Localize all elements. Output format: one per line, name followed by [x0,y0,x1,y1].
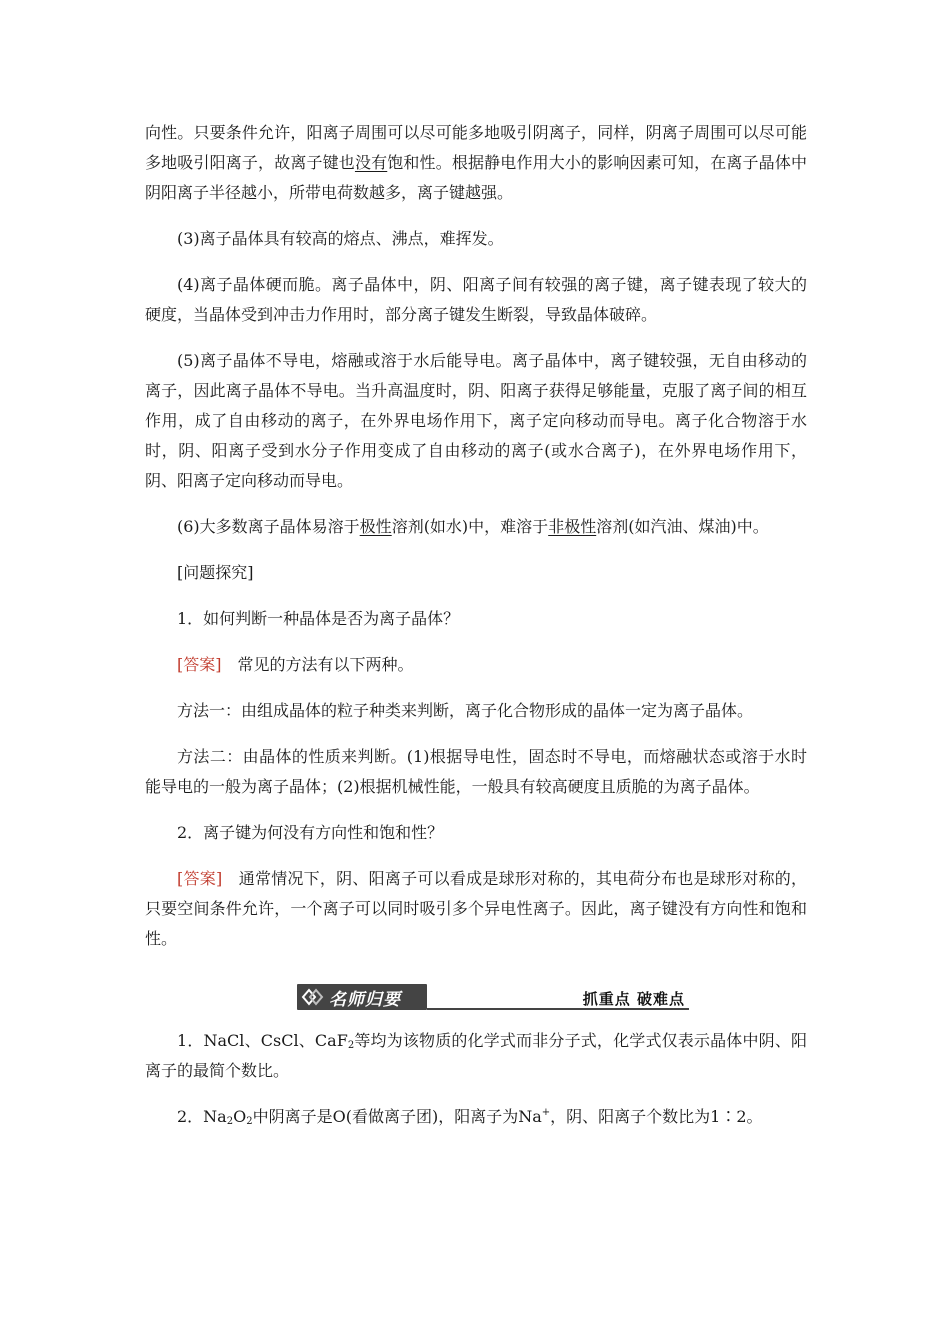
method-1: 方法一：由组成晶体的粒子种类来判断，离子化合物形成的晶体一定为离子晶体。 [177,701,754,720]
underlined-term: 非极性 [548,517,597,536]
answer-label: [答案] [177,655,222,674]
answer-label: [答案] [177,869,223,888]
paragraph-melting-point: (3)离子晶体具有较高的熔点、沸点，难挥发。 [177,229,504,248]
diamond-chevron-icon [301,984,325,1010]
paragraph-hardness: (4)离子晶体硬而脆。离子晶体中，阴、阳离子间有较强的离子键，离子键表现了较大的硬度，当晶体受到冲击力作用时，部分离子键发生断裂，导致晶体破碎。 [145,275,807,324]
underlined-term: 极性 [359,517,392,536]
section-heading: [问题探究] [177,563,254,582]
answer-2: [答案] 通常情况下，阴、阳离子可以看成是球形对称的，其电荷分布也是球形对称的，只要空间条件允许，一个离子可以同时吸引多个异电性离子。因此，离子键没有方向性和饱和性。 [145,869,807,948]
paragraph-conductivity: (5)离子晶体不导电，熔融或溶于水后能导电。离子晶体中，离子键较强，无自由移动的离子，因此离子晶体不导电。当升高温度时，阴、阳离子获得足够能量，克服了离子间的相互作用，成了自由移动的离子，在外界电场作用下，离子定向移动而导电。离子化合物溶于水时，阴、阳离子受到水分子作用变成了自由移动的离子(或水合离子)，在外界电场作用下，阴、阳离子定向移动而导电。 [145,351,807,490]
paragraph-ionic-bond-saturation: 向性。只要条件允许，阳离子周围可以尽可能多地吸引阴离子，同样，阴离子周围可以尽可能多地吸引阳离子，故离子键也没有饱和性。根据静电作用大小的影响因素可知，在离子晶体中阴阳离子半径越小，所带电荷数越多，离子键越强。 [145,123,807,202]
section-banner [297,982,689,1010]
banner-tagline: 抓重点 破难点 [582,990,685,1008]
question-1: 1．如何判断一种晶体是否为离子晶体？ [177,609,460,628]
banner-title: 名师归要 [329,989,401,1010]
document-body [145,118,807,1132]
underlined-term: 没有 [354,153,388,172]
summary-2: 2．$Na_2O_2$中阴离子是O(看做离子团)，阳离子为Na+，阴、阳离子个数比为1∶2。 [177,1107,763,1127]
question-2: 2．离子键为何没有方向性和饱和性？ [177,823,444,842]
summary-1: 1．NaCl、CsCl、CaF$_2$等均为该物质的化学式而非分子式，化学式仅表示晶体中阴、阳离子的最简个数比。 [145,1031,807,1080]
answer-1: [答案] 常见的方法有以下两种。 [177,655,414,674]
paragraph-solubility: (6)大多数离子晶体易溶于极性溶剂(如水)中，难溶于非极性溶剂(如汽油、煤油)中。 [177,517,769,536]
method-2: 方法二：由晶体的性质来判断。(1)根据导电性，固态时不导电，而熔融状态或溶于水时能导电的一般为离子晶体；(2)根据机械性能，一般具有较高硬度且质脆的为离子晶体。 [145,747,807,796]
